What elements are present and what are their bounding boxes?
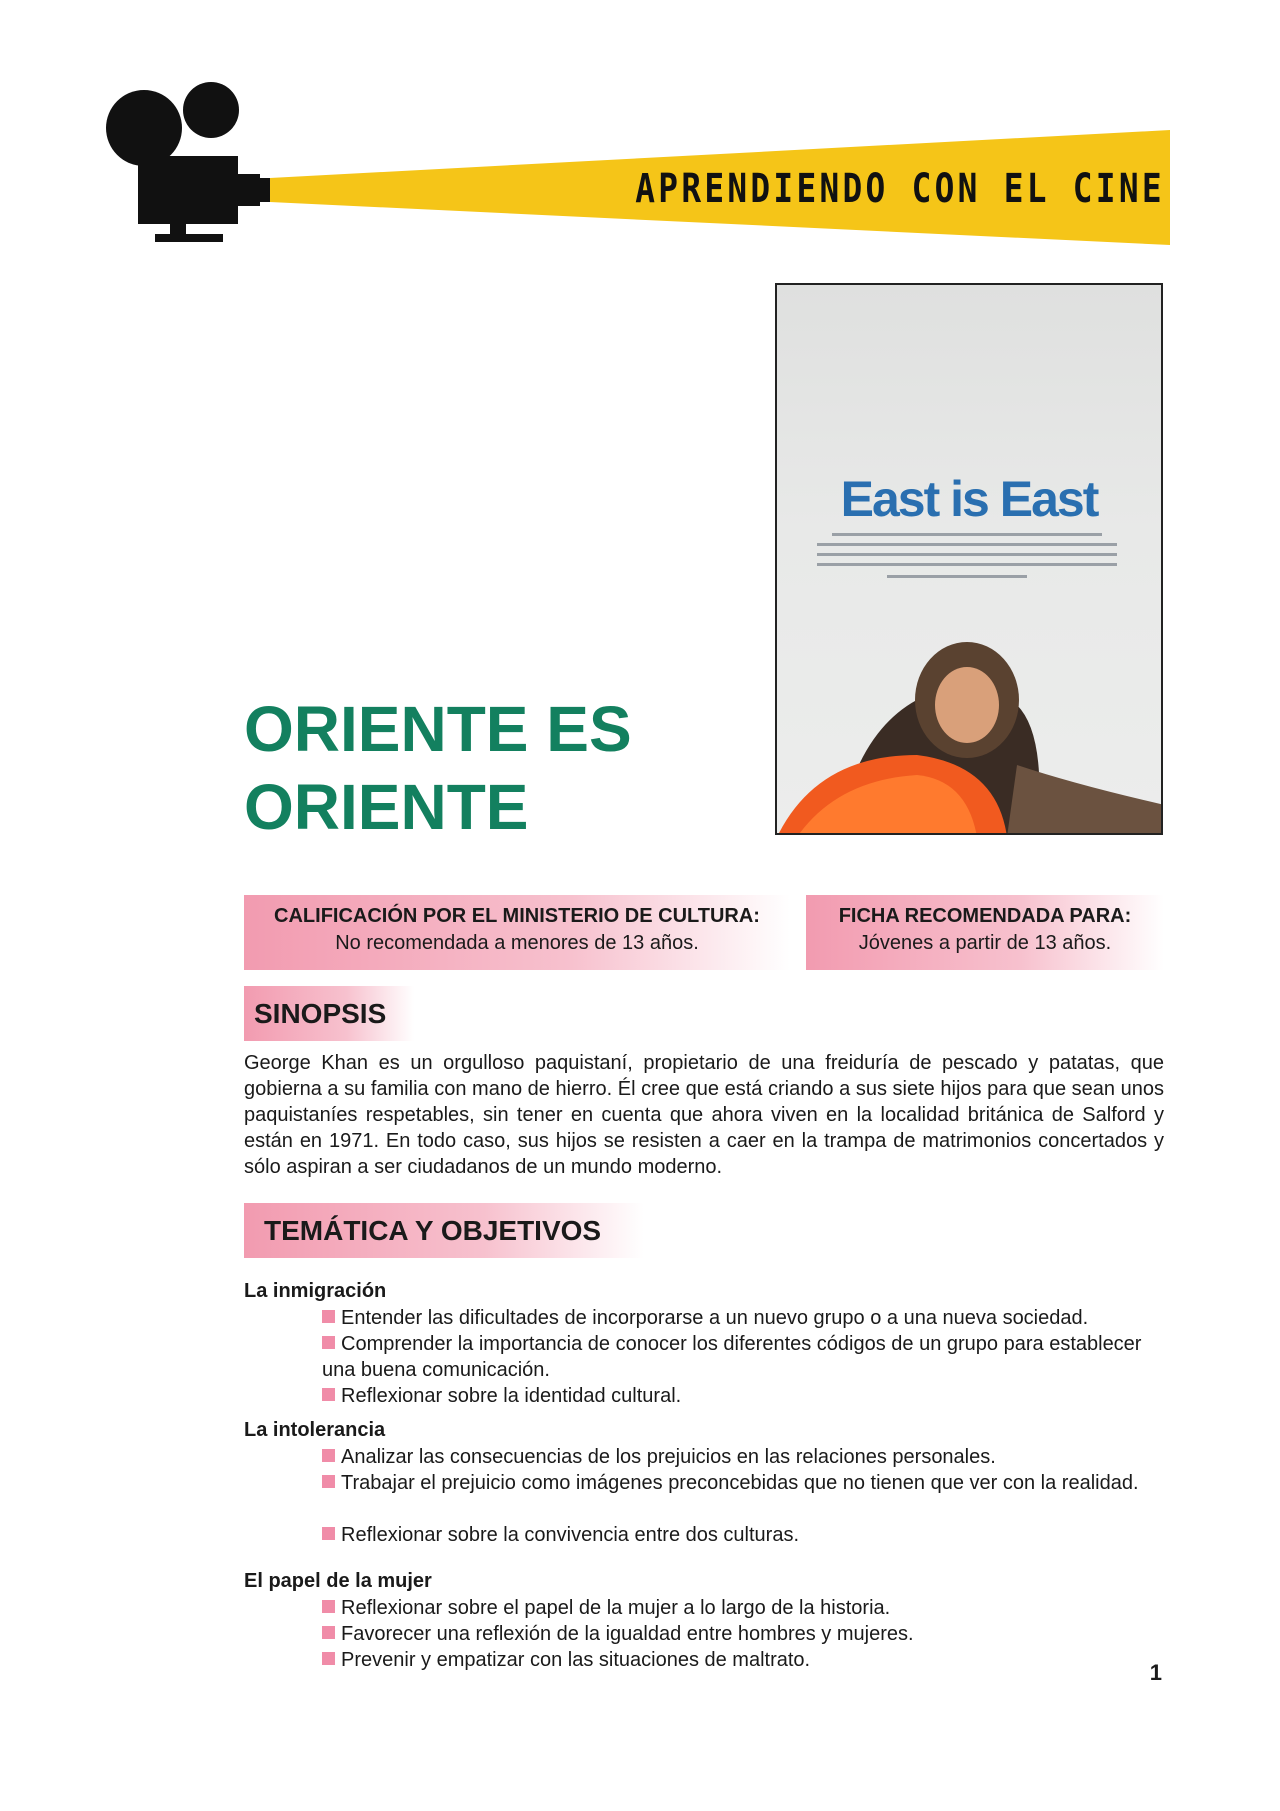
film-title-line2: ORIENTE bbox=[244, 771, 529, 843]
list-item: Analizar las consecuencias de los prejuicios en las relaciones personales. bbox=[322, 1444, 1162, 1470]
list-item: Reflexionar sobre la identidad cultural. bbox=[322, 1383, 1162, 1409]
film-title-line1: ORIENTE ES bbox=[244, 693, 632, 765]
bullet-square-icon bbox=[322, 1600, 335, 1613]
header-title: APRENDIENDO CON EL CINE bbox=[635, 166, 1165, 212]
bullet-square-icon bbox=[322, 1310, 335, 1323]
list-item: Prevenir y empatizar con las situaciones de maltrato. bbox=[322, 1647, 1162, 1673]
poster-credit-line bbox=[832, 533, 1102, 536]
bullet-square-icon bbox=[322, 1652, 335, 1665]
movie-poster bbox=[775, 283, 1163, 835]
film-title bbox=[244, 690, 744, 846]
film-projector-icon bbox=[100, 78, 280, 248]
recommended-label: FICHA RECOMENDADA PARA: bbox=[838, 905, 1132, 927]
recommended-box bbox=[806, 895, 1164, 970]
bullet-square-icon bbox=[322, 1336, 335, 1349]
themes-heading: TEMÁTICA Y OBJETIVOS bbox=[244, 1203, 644, 1258]
bullet-square-icon bbox=[322, 1388, 335, 1401]
topic-intolerance: La intolerancia bbox=[244, 1419, 386, 1441]
page-number: 1 bbox=[1149, 1660, 1162, 1685]
poster-credit-line bbox=[817, 563, 1117, 566]
list-item: Entender las dificultades de incorporarse a un nuevo grupo o a una nueva sociedad. bbox=[322, 1305, 1162, 1331]
bullet-square-icon bbox=[322, 1626, 335, 1639]
recommended-value: Jóvenes a partir de 13 años. bbox=[858, 932, 1112, 954]
list-item: Favorecer una reflexión de la igualdad entre hombres y mujeres. bbox=[322, 1621, 1162, 1647]
bullet-square-icon bbox=[322, 1527, 335, 1540]
bullet-square-icon bbox=[322, 1475, 335, 1488]
poster-title: East is East bbox=[840, 471, 1098, 527]
poster-credit-line bbox=[887, 575, 1027, 578]
rating-box bbox=[244, 895, 790, 970]
poster-photo bbox=[777, 605, 1163, 835]
topic-women-role: El papel de la mujer bbox=[244, 1570, 432, 1592]
list-item: Trabajar el prejuicio como imágenes preconcebidas que no tienen que ver con la realidad. bbox=[322, 1470, 1162, 1496]
list-item: Comprender la importancia de conocer los diferentes códigos de un grupo para establecer una buena comunicación. bbox=[322, 1333, 1142, 1381]
topic-immigration: La inmigración bbox=[244, 1280, 387, 1302]
rating-label: CALIFICACIÓN POR EL MINISTERIO DE CULTURA: bbox=[274, 905, 760, 927]
poster-credit-line bbox=[817, 543, 1117, 546]
bullet-square-icon bbox=[322, 1449, 335, 1462]
synopsis-text: George Khan es un orgulloso paquistaní, propietario de una freiduría de pescado y patatas, que gobierna a su familia con mano de hierro. Él cree que está criando a sus siete hijos para que sean unos paquistaníes respetables, sin tener en cuenta que ahora viven en la localidad británica de Salford y están en 1971. En todo caso, sus hijos se resisten a caer en la trampa de matrimonios concertados y sólo aspiran a ser ciudadanos de un mundo moderno. bbox=[244, 1052, 1164, 1178]
poster-credit-line bbox=[817, 553, 1117, 556]
synopsis-heading: SINOPSIS bbox=[244, 986, 414, 1041]
rating-value: No recomendada a menores de 13 años. bbox=[335, 932, 699, 954]
list-item: Reflexionar sobre la convivencia entre dos culturas. bbox=[322, 1522, 1162, 1548]
list-item: Reflexionar sobre el papel de la mujer a lo largo de la historia. bbox=[322, 1595, 1162, 1621]
